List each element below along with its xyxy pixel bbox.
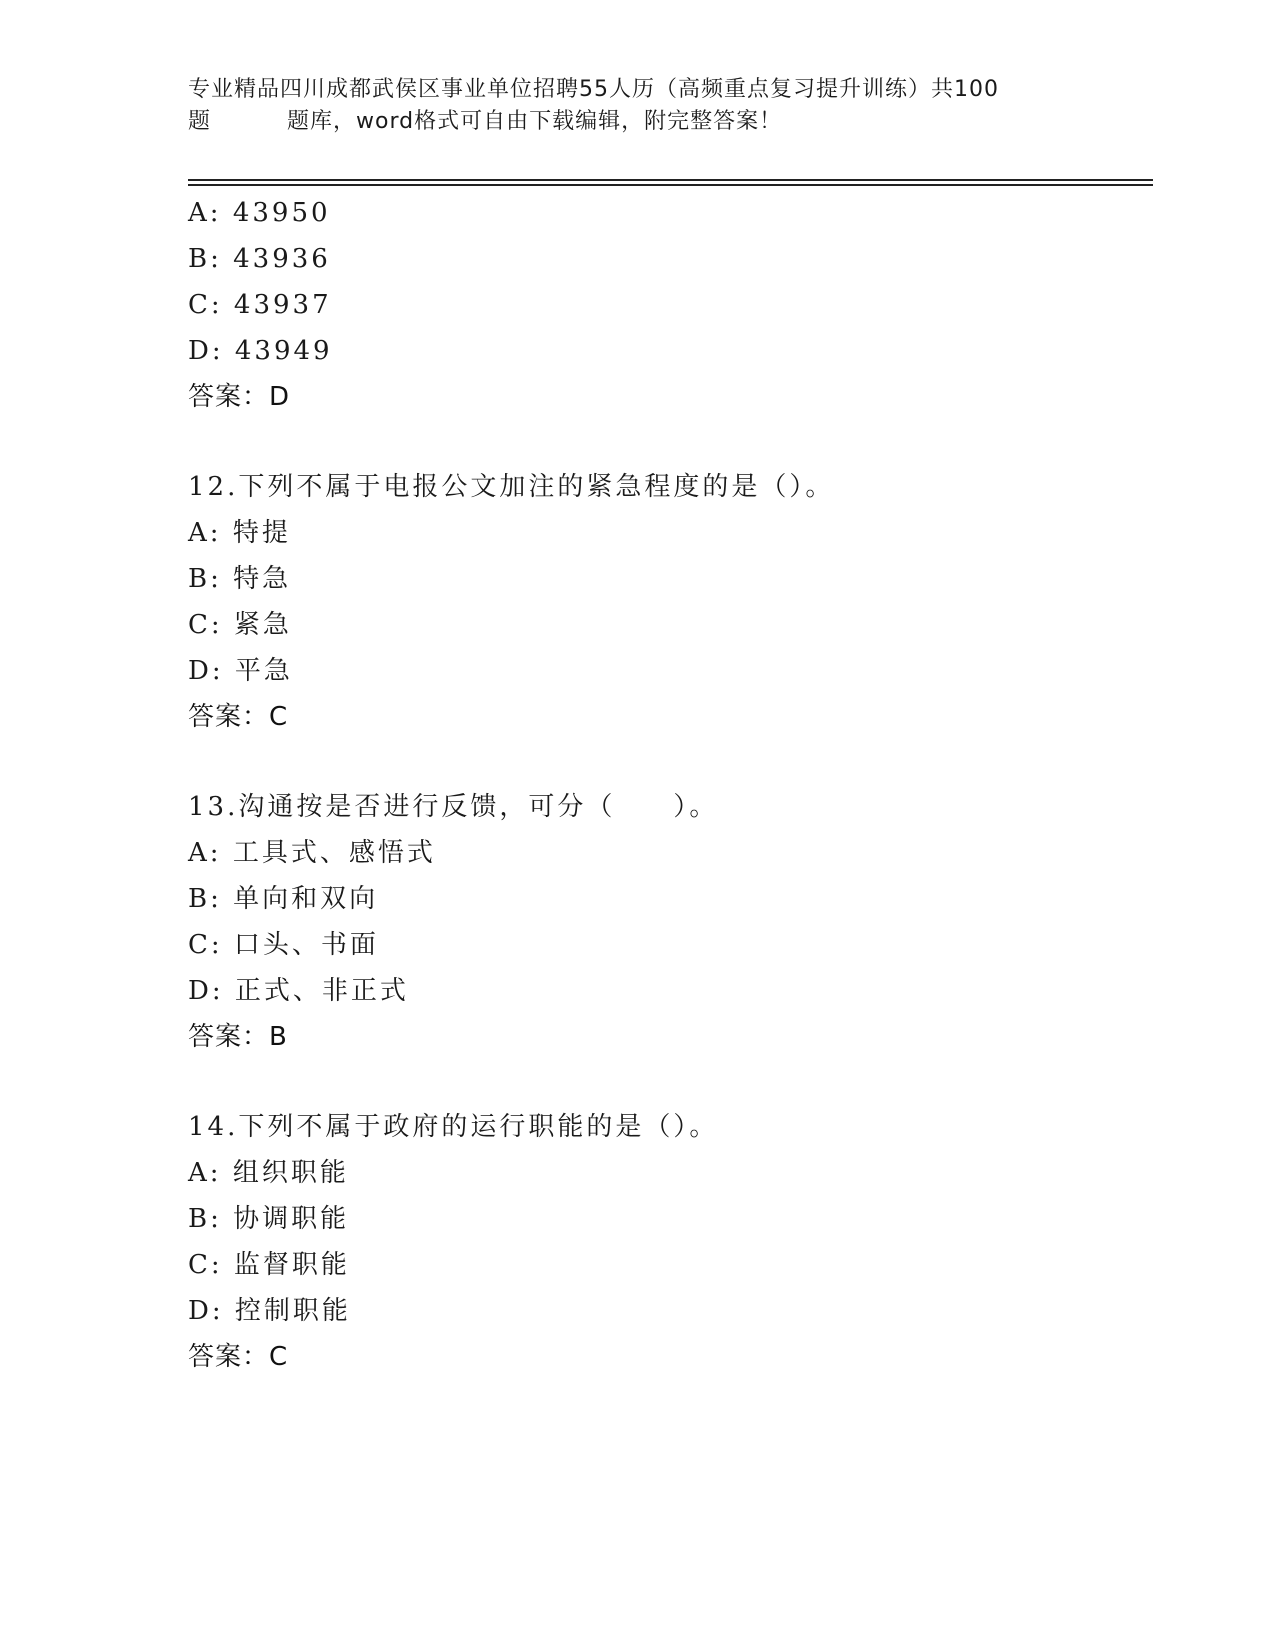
header-title-line1: 专业精品四川成都武侯区事业单位招聘55人历（高频重点复习提升训练）共100	[188, 77, 999, 102]
option-b: B: 特急	[188, 564, 292, 594]
option-c: C: 43937	[188, 290, 332, 320]
question-11-continued	[188, 190, 1148, 420]
header-line2-rest: 题库，word格式可自由下载编辑，附完整答案！	[287, 109, 783, 134]
option-d: D: 控制职能	[188, 1296, 351, 1326]
option-a: A: 43950	[188, 198, 331, 228]
question-13	[188, 784, 1148, 1060]
header-divider-bottom	[188, 184, 1153, 186]
option-b: B: 协调职能	[188, 1204, 350, 1234]
question-title: 12.下列不属于电报公文加注的紧急程度的是（）。	[188, 472, 835, 502]
header-title-line2	[188, 106, 1088, 138]
option-d: D: 平急	[188, 656, 293, 686]
answer-line: 答案：B	[188, 1022, 288, 1052]
option-a: A: 工具式、感悟式	[188, 838, 436, 868]
document-header	[188, 74, 1088, 138]
answer-line: 答案：D	[188, 382, 291, 412]
option-b: B: 43936	[188, 244, 331, 274]
option-a: A: 特提	[188, 518, 291, 548]
header-divider-top	[188, 179, 1153, 181]
answer-line: 答案：C	[188, 702, 289, 732]
option-d: D: 正式、非正式	[188, 976, 409, 1006]
option-b: B: 单向和双向	[188, 884, 379, 914]
question-14	[188, 1104, 1148, 1380]
option-c: C: 口头、书面	[188, 930, 379, 960]
question-title: 14.下列不属于政府的运行职能的是（）。	[188, 1112, 719, 1142]
option-c: C: 监督职能	[188, 1250, 350, 1280]
question-title: 13.沟通按是否进行反馈，可分（ ）。	[188, 792, 719, 822]
option-d: D: 43949	[188, 336, 333, 366]
question-12	[188, 464, 1148, 740]
header-line2-start: 题	[188, 109, 212, 134]
option-c: C: 紧急	[188, 610, 292, 640]
option-a: A: 组织职能	[188, 1158, 349, 1188]
answer-line: 答案：C	[188, 1342, 289, 1372]
question-list	[188, 190, 1148, 1380]
